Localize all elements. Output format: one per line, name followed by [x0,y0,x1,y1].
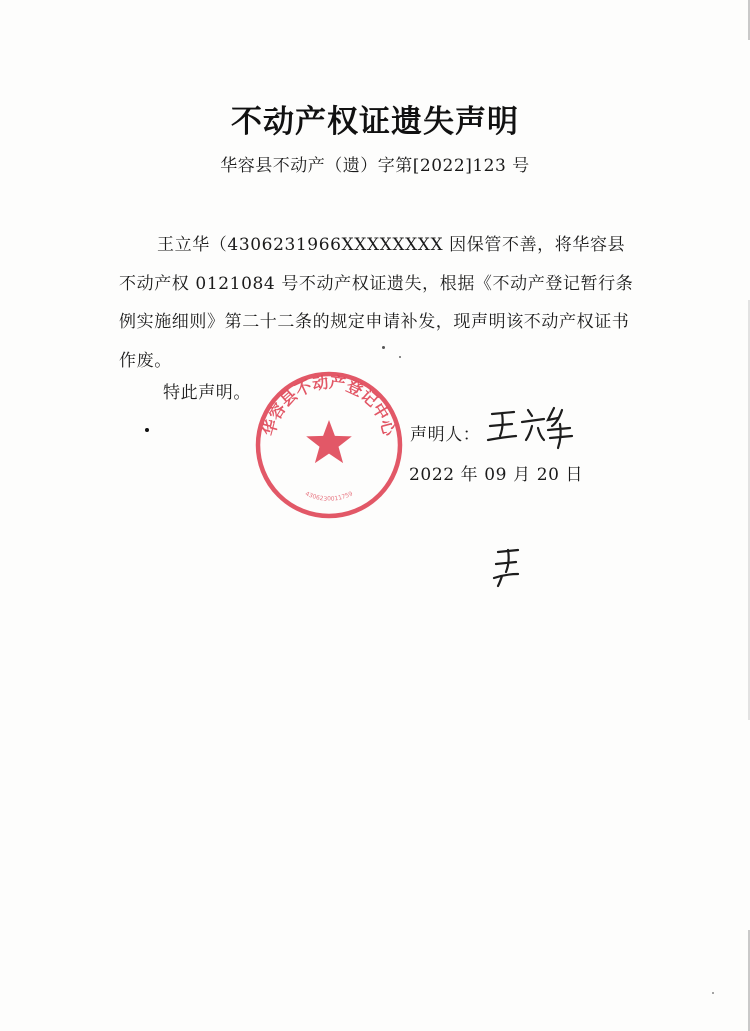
star-icon [306,420,352,463]
scan-speck [712,992,714,994]
document-number: 华容县不动产（遗）字第[2022]123 号 [220,156,530,176]
scan-speck [382,346,385,349]
declarant-label: 声明人： [410,425,481,445]
seal-number: 4306230011759 [304,490,354,503]
closing-text: 特此声明。 [163,383,251,403]
official-seal [254,370,404,520]
handwritten-mark [488,542,528,588]
scan-speck [145,428,149,432]
handwritten-signature [484,402,576,452]
svg-text:4306230011759 [304,490,354,502]
seal-text: 华容县不动产登记中心 [259,372,399,438]
statement-body: 王立华（4306231966XXXXXXXX 因保管不善，将华容县不动产权 0121084 号不动产权证遗失，根据《不动产登记暂行条例实施细则》第二十二条的规定申请补发，现声明该不动产权证书作废。 [119,235,634,371]
page-title: 不动产权证遗失声明 [231,104,519,140]
declaration-date: 2022 年 09 月 20 日 [409,465,584,485]
scan-speck [399,356,401,358]
